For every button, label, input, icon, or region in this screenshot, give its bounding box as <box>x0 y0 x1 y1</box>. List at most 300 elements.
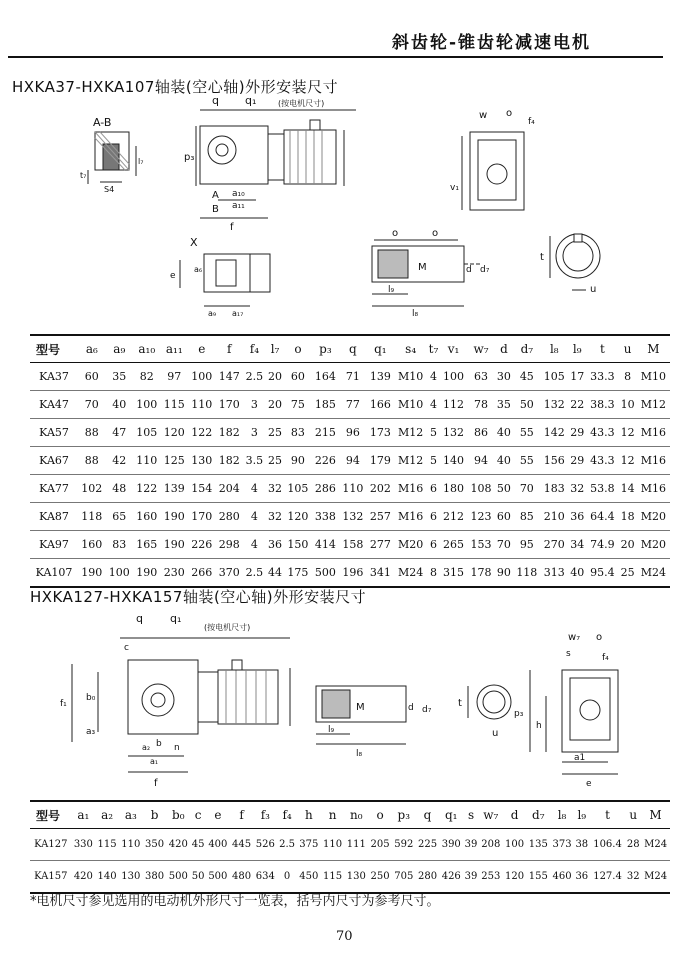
column-header: t <box>586 335 618 363</box>
table-cell: 94 <box>467 447 494 475</box>
table-cell: 100 <box>440 363 467 391</box>
table-cell: 178 <box>467 559 494 588</box>
table-cell: 111 <box>344 829 368 861</box>
table-cell: 34 <box>568 531 586 559</box>
table-cell: 32 <box>568 475 586 503</box>
gearmotor-front-view <box>450 108 535 210</box>
table-cell: 170 <box>215 391 242 419</box>
column-header: s₄ <box>394 335 427 363</box>
table-cell: 130 <box>344 861 368 894</box>
label2-d: d <box>408 703 414 713</box>
table-cell: 65 <box>106 503 133 531</box>
column-header: e <box>206 801 230 829</box>
large-gearmotor-side-view <box>60 612 290 789</box>
table-cell: 118 <box>513 559 540 588</box>
label2-f1: f₁ <box>60 699 67 709</box>
table-cell: 155 <box>526 861 550 894</box>
table-cell: 100 <box>503 829 527 861</box>
label2-e: e <box>586 779 592 789</box>
table-cell: 25 <box>266 447 284 475</box>
column-header: f₃ <box>253 801 277 829</box>
table-row <box>30 559 670 588</box>
column-header: u <box>618 335 636 363</box>
model-cell: KA87 <box>30 503 78 531</box>
table-cell: 36 <box>574 861 590 894</box>
table-cell: 132 <box>339 503 366 531</box>
label2-b: b <box>156 739 162 749</box>
label2-u: u <box>492 728 499 739</box>
table-cell: 102 <box>78 475 105 503</box>
table-cell: M12 <box>394 419 427 447</box>
table-cell: 132 <box>440 419 467 447</box>
label-a10: a₁₀ <box>232 189 245 199</box>
table-cell: 20 <box>266 391 284 419</box>
table-cell: 286 <box>312 475 339 503</box>
table-cell: 29 <box>568 419 586 447</box>
label2-a3: a₃ <box>86 727 96 737</box>
table-cell: 280 <box>215 503 242 531</box>
label2-q: q <box>136 612 143 625</box>
label-s4: S4 <box>104 185 115 194</box>
column-header: h <box>297 801 321 829</box>
table-cell: 370 <box>215 559 242 588</box>
table-row <box>30 447 670 475</box>
table-cell: 173 <box>367 419 394 447</box>
label-b: B <box>212 204 219 215</box>
column-header: d₇ <box>513 335 540 363</box>
table-cell: 30 <box>495 363 513 391</box>
table-cell: 10 <box>618 391 636 419</box>
model-cell: KA127 <box>30 829 72 861</box>
table-cell: 48 <box>106 475 133 503</box>
table-cell: M12 <box>637 391 670 419</box>
table-cell: 500 <box>312 559 339 588</box>
table-cell: M24 <box>394 559 427 588</box>
column-header: w₇ <box>467 335 494 363</box>
table-cell: 118 <box>78 503 105 531</box>
table-row <box>30 829 670 861</box>
table-cell: 190 <box>78 559 105 588</box>
table-cell: 40 <box>106 391 133 419</box>
page-number: 70 <box>336 929 353 944</box>
section1-dimension-table <box>30 334 670 588</box>
large-hollow-shaft-detail <box>316 686 432 759</box>
table-cell: 115 <box>161 391 188 419</box>
column-header: b₀ <box>166 801 190 829</box>
column-header: M <box>641 801 670 829</box>
table-cell: M24 <box>641 861 670 894</box>
table-cell: 705 <box>392 861 416 894</box>
hollow-shaft-detail <box>372 228 490 319</box>
column-header: l₇ <box>266 335 284 363</box>
table-cell: 50 <box>513 391 540 419</box>
table-cell: 375 <box>297 829 321 861</box>
label-u: u <box>590 284 597 295</box>
table-cell: 70 <box>513 475 540 503</box>
table-cell: 127.4 <box>590 861 626 894</box>
label-a: A <box>212 190 219 201</box>
table-cell: 70 <box>495 531 513 559</box>
table-cell: 38 <box>574 829 590 861</box>
table-cell: 150 <box>284 531 311 559</box>
table-cell: 183 <box>541 475 568 503</box>
table-cell: 50 <box>190 861 206 894</box>
table-cell: 105 <box>133 419 160 447</box>
column-header: c <box>190 801 206 829</box>
table-cell: 88 <box>78 447 105 475</box>
table-cell: 298 <box>215 531 242 559</box>
model-cell: KA57 <box>30 419 78 447</box>
column-header: a₆ <box>78 335 105 363</box>
column-header: o <box>368 801 392 829</box>
label-v1: v₁ <box>450 183 459 193</box>
table-cell: 97 <box>161 363 188 391</box>
column-header: f₄ <box>277 801 297 829</box>
large-keyway-detail <box>458 685 511 739</box>
table-cell: 105 <box>541 363 568 391</box>
table-cell: 154 <box>188 475 215 503</box>
table-cell: 280 <box>416 861 440 894</box>
gearmotor-side-view <box>184 94 356 233</box>
table-cell: 36 <box>568 503 586 531</box>
table-cell: 450 <box>297 861 321 894</box>
table-cell: M16 <box>394 503 427 531</box>
column-header: v₁ <box>440 335 467 363</box>
table-cell: 140 <box>95 861 119 894</box>
table-cell: M16 <box>637 475 670 503</box>
table-cell: 420 <box>166 829 190 861</box>
label2-l9: l₉ <box>328 725 335 735</box>
table-cell: 4 <box>243 475 266 503</box>
table-cell: 110 <box>321 829 345 861</box>
table-cell: 225 <box>416 829 440 861</box>
table-cell: M10 <box>394 363 427 391</box>
table-cell: 5 <box>427 419 440 447</box>
table-cell: 500 <box>206 861 230 894</box>
table-cell: 47 <box>106 419 133 447</box>
table-cell: 78 <box>467 391 494 419</box>
label-f4: f₄ <box>528 117 535 127</box>
table-cell: 526 <box>253 829 277 861</box>
table-cell: 190 <box>133 559 160 588</box>
table-cell: 14 <box>618 475 636 503</box>
table-cell: 330 <box>72 829 96 861</box>
table-cell: 115 <box>321 861 345 894</box>
table-cell: 153 <box>467 531 494 559</box>
table-cell: 12 <box>618 447 636 475</box>
table-cell: 40 <box>495 419 513 447</box>
table-cell: 60 <box>284 363 311 391</box>
table-cell: 29 <box>568 447 586 475</box>
table-cell: 71 <box>339 363 366 391</box>
table-cell: 196 <box>339 559 366 588</box>
table-cell: 110 <box>133 447 160 475</box>
table-cell: 3 <box>243 391 266 419</box>
table-cell: 208 <box>479 829 503 861</box>
column-header: q₁ <box>367 335 394 363</box>
table-cell: 33.3 <box>586 363 618 391</box>
label-t: t <box>540 252 544 263</box>
table-cell: 480 <box>230 861 254 894</box>
table-cell: 55 <box>513 419 540 447</box>
table-cell: 338 <box>312 503 339 531</box>
label-l8: l₈ <box>412 309 419 319</box>
column-header: t <box>590 801 626 829</box>
label2-f: f <box>154 778 158 789</box>
label2-s: s <box>566 649 571 659</box>
section1-title: HXKA37-HXKA107轴装(空心轴)外形安装尺寸 <box>12 78 339 96</box>
column-header: l₉ <box>568 335 586 363</box>
label2-q1: q₁ <box>170 612 182 625</box>
table-cell: 179 <box>367 447 394 475</box>
column-header: l₉ <box>574 801 590 829</box>
table-cell: 25 <box>266 419 284 447</box>
table-cell: 226 <box>188 531 215 559</box>
model-cell: KA157 <box>30 861 72 894</box>
column-header: l₈ <box>541 335 568 363</box>
label2-h: h <box>536 721 542 731</box>
table-cell: 88 <box>78 419 105 447</box>
table-cell: 373 <box>550 829 574 861</box>
table-cell: 164 <box>312 363 339 391</box>
table-cell: 132 <box>541 391 568 419</box>
table-cell: 38.3 <box>586 391 618 419</box>
model-cell: KA97 <box>30 531 78 559</box>
header-rule <box>8 56 663 58</box>
table-cell: 75 <box>284 391 311 419</box>
table-cell: 60 <box>495 503 513 531</box>
table-cell: 426 <box>439 861 463 894</box>
page-header-title: 斜齿轮-锥齿轮减速电机 <box>392 33 592 53</box>
column-header: q <box>416 801 440 829</box>
column-header-model: 型号 <box>30 335 78 363</box>
column-header: e <box>188 335 215 363</box>
table-cell: 210 <box>541 503 568 531</box>
column-header: w₇ <box>479 801 503 829</box>
table-cell: 634 <box>253 861 277 894</box>
table-cell: 86 <box>467 419 494 447</box>
table-cell: 120 <box>503 861 527 894</box>
table-row <box>30 419 670 447</box>
table-cell: 85 <box>513 503 540 531</box>
table-cell: 32 <box>266 503 284 531</box>
column-header: d₇ <box>526 801 550 829</box>
table-cell: 110 <box>119 829 143 861</box>
table-cell: 40 <box>568 559 586 588</box>
table-cell: 341 <box>367 559 394 588</box>
table-cell: 22 <box>568 391 586 419</box>
column-header: t₇ <box>427 335 440 363</box>
column-header: u <box>625 801 641 829</box>
table-cell: M24 <box>641 829 670 861</box>
table-cell: 6 <box>427 503 440 531</box>
table-cell: 139 <box>367 363 394 391</box>
table-cell: 100 <box>188 363 215 391</box>
keyway-detail <box>540 234 600 295</box>
table-cell: 265 <box>440 531 467 559</box>
table-cell: 390 <box>439 829 463 861</box>
label-o: o <box>506 108 513 119</box>
column-header: q <box>339 335 366 363</box>
ab-section-detail <box>80 116 143 194</box>
table-cell: M24 <box>637 559 670 588</box>
table-cell: 315 <box>440 559 467 588</box>
table-cell: 122 <box>133 475 160 503</box>
table-cell: 257 <box>367 503 394 531</box>
table-cell: 4 <box>243 503 266 531</box>
table-cell: 160 <box>78 531 105 559</box>
table-cell: 130 <box>119 861 143 894</box>
table-cell: 230 <box>161 559 188 588</box>
column-header: a₉ <box>106 335 133 363</box>
label-d: d <box>466 265 472 275</box>
label2-a1b: a1 <box>574 753 586 763</box>
model-cell: KA37 <box>30 363 78 391</box>
table-cell: 8 <box>427 559 440 588</box>
table-cell: 3 <box>243 419 266 447</box>
table-cell: 36 <box>266 531 284 559</box>
table-cell: 50 <box>495 475 513 503</box>
table-cell: 77 <box>339 391 366 419</box>
table-row <box>30 475 670 503</box>
table-cell: 40 <box>495 447 513 475</box>
table-cell: 4 <box>243 531 266 559</box>
column-header: d <box>503 801 527 829</box>
label2-d7: d₇ <box>422 705 432 715</box>
table-row <box>30 531 670 559</box>
table-cell: 53.8 <box>586 475 618 503</box>
table-cell: 120 <box>161 419 188 447</box>
table-cell: 142 <box>541 419 568 447</box>
column-header: f₄ <box>243 335 266 363</box>
label2-l8: l₈ <box>356 749 363 759</box>
table-cell: 108 <box>467 475 494 503</box>
table-cell: 380 <box>143 861 167 894</box>
table-cell: 100 <box>133 391 160 419</box>
table-cell: 43.3 <box>586 447 618 475</box>
table-cell: 95.4 <box>586 559 618 588</box>
table-cell: 135 <box>526 829 550 861</box>
table-cell: 420 <box>72 861 96 894</box>
label2-t: t <box>458 698 462 709</box>
column-header: s <box>463 801 479 829</box>
column-header: o <box>284 335 311 363</box>
label-f: f <box>230 222 234 233</box>
table-cell: 105 <box>284 475 311 503</box>
table-cell: 45 <box>513 363 540 391</box>
table-cell: 55 <box>513 447 540 475</box>
table-cell: 2.5 <box>243 363 266 391</box>
label-d7: d₇ <box>480 265 490 275</box>
table-cell: 6 <box>427 531 440 559</box>
column-header-model: 型号 <box>30 801 72 829</box>
table-cell: 170 <box>188 503 215 531</box>
column-header: n₀ <box>344 801 368 829</box>
model-cell: KA47 <box>30 391 78 419</box>
table-cell: 5 <box>427 447 440 475</box>
table-cell: 166 <box>367 391 394 419</box>
table-cell: 18 <box>618 503 636 531</box>
table-cell: 95 <box>513 531 540 559</box>
table-cell: M16 <box>637 447 670 475</box>
table-cell: 90 <box>495 559 513 588</box>
table-cell: 250 <box>368 861 392 894</box>
table-cell: 90 <box>284 447 311 475</box>
table-cell: 175 <box>284 559 311 588</box>
table-row <box>30 363 670 391</box>
label-w: w <box>479 110 488 121</box>
table-cell: M10 <box>394 391 427 419</box>
column-header: l₈ <box>550 801 574 829</box>
section1-drawings <box>0 94 697 326</box>
table-cell: 2.5 <box>277 829 297 861</box>
section2-title: HXKA127-HXKA157轴装(空心轴)外形安装尺寸 <box>30 588 367 606</box>
label-e: e <box>170 271 176 281</box>
table-cell: 204 <box>215 475 242 503</box>
model-cell: KA107 <box>30 559 78 588</box>
label2-a1: a₁ <box>150 757 159 766</box>
table-cell: 158 <box>339 531 366 559</box>
table-cell: M20 <box>394 531 427 559</box>
table-cell: 125 <box>161 447 188 475</box>
label-shaft-o1: o <box>392 228 399 239</box>
column-header: a₃ <box>119 801 143 829</box>
label-motor-note: (按电机尺寸) <box>278 99 325 108</box>
table-cell: 140 <box>440 447 467 475</box>
table-cell: 6 <box>427 475 440 503</box>
table-cell: 112 <box>440 391 467 419</box>
column-header: n <box>321 801 345 829</box>
table-cell: 39 <box>463 861 479 894</box>
table-cell: 185 <box>312 391 339 419</box>
table-cell: 130 <box>188 447 215 475</box>
table-cell: 45 <box>190 829 206 861</box>
table-cell: 160 <box>133 503 160 531</box>
column-header: a₁₀ <box>133 335 160 363</box>
label-a17: a₁₇ <box>232 309 244 318</box>
table-cell: 190 <box>161 531 188 559</box>
table-cell: 82 <box>133 363 160 391</box>
table-cell: 12 <box>618 419 636 447</box>
table-cell: 120 <box>284 503 311 531</box>
table-cell: 156 <box>541 447 568 475</box>
table-cell: 42 <box>106 447 133 475</box>
label2-motor-note: (按电机尺寸) <box>204 623 251 632</box>
table-cell: 277 <box>367 531 394 559</box>
table-cell: 500 <box>166 861 190 894</box>
large-front-view <box>514 632 618 789</box>
column-header: a₁ <box>72 801 96 829</box>
column-header: f <box>215 335 242 363</box>
table-cell: 83 <box>284 419 311 447</box>
label-q: q <box>212 94 219 107</box>
table-cell: M16 <box>637 419 670 447</box>
table-cell: 226 <box>312 447 339 475</box>
table-cell: 28 <box>625 829 641 861</box>
column-header: a₁₁ <box>161 335 188 363</box>
label-a9: a₉ <box>208 309 217 318</box>
column-header: q₁ <box>439 801 463 829</box>
model-cell: KA67 <box>30 447 78 475</box>
label-p3: p₃ <box>184 152 195 163</box>
table-cell: 100 <box>106 559 133 588</box>
table-cell: M12 <box>394 447 427 475</box>
table-cell: 313 <box>541 559 568 588</box>
table-cell: 182 <box>215 447 242 475</box>
table-cell: 35 <box>495 391 513 419</box>
table-row <box>30 503 670 531</box>
table-cell: 25 <box>618 559 636 588</box>
